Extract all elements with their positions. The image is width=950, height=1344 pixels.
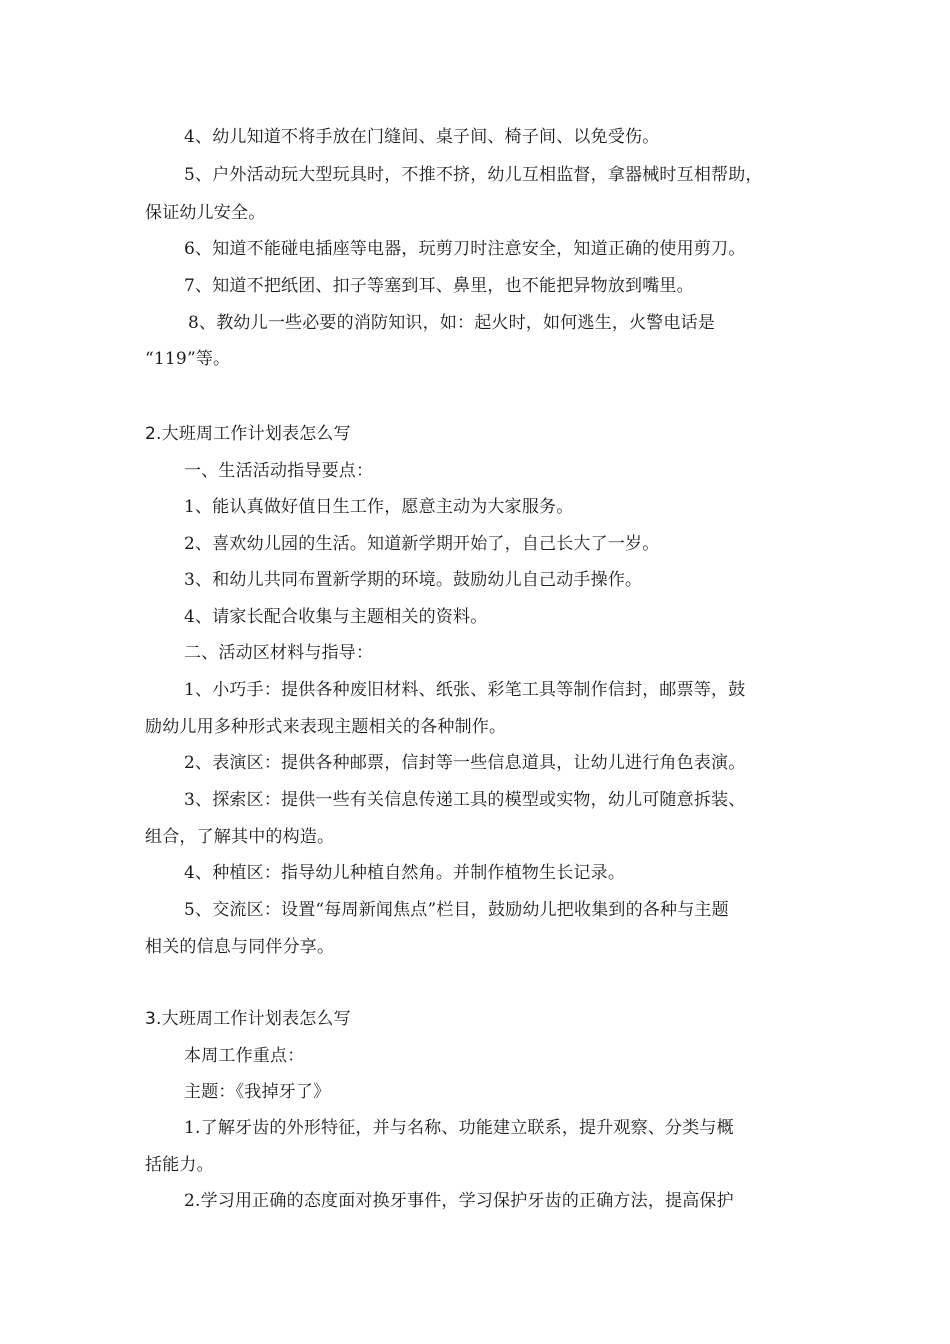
- paragraph-line: 1.了解牙齿的外形特征，并与名称、功能建立联系，提升观察、分类与概: [184, 1118, 734, 1138]
- paragraph-line: 1、能认真做好值日生工作，愿意主动为大家服务。: [184, 497, 574, 517]
- paragraph-line: “119”等。: [145, 349, 231, 369]
- paragraph-line: 励幼儿用多种形式来表现主题相关的各种制作。: [145, 717, 507, 737]
- paragraph-line: 括能力。: [145, 1155, 214, 1175]
- paragraph-line: 二、活动区材料与指导：: [184, 643, 374, 663]
- paragraph-line: 3、探索区：提供一些有关信息传递工具的模型或实物，幼儿可随意拆装、: [184, 790, 746, 810]
- section-heading: 2.大班周工作计划表怎么写: [145, 424, 351, 444]
- paragraph-line: 7、知道不把纸团、扣子等塞到耳、鼻里，也不能把异物放到嘴里。: [184, 276, 694, 296]
- paragraph-line: 主题：《我掉牙了》: [184, 1082, 331, 1102]
- section-heading: 3.大班周工作计划表怎么写: [145, 1009, 351, 1029]
- paragraph-line: 4、幼儿知道不将手放在门缝间、桌子间、椅子间、以免受伤。: [184, 127, 660, 147]
- paragraph-line: 6、知道不能碰电插座等电器，玩剪刀时注意安全，知道正确的使用剪刀。: [184, 239, 746, 259]
- paragraph-line: 5、户外活动玩大型玩具时，不推不挤，幼儿互相监督，拿器械时互相帮助，: [184, 165, 763, 185]
- paragraph-line: 3、和幼儿共同布置新学期的环境。鼓励幼儿自己动手操作。: [184, 570, 643, 590]
- paragraph-line: 5、交流区：设置“每周新闻焦点”栏目，鼓励幼儿把收集到的各种与主题: [184, 900, 729, 920]
- paragraph-line: 4、种植区：指导幼儿种植自然角。并制作植物生长记录。: [184, 863, 626, 883]
- paragraph-line: 2.学习用正确的态度面对换牙事件，学习保护牙齿的正确方法，提高保护: [184, 1191, 734, 1211]
- paragraph-line: 组合，了解其中的构造。: [145, 827, 335, 847]
- paragraph-line: 2、表演区：提供各种邮票，信封等一些信息道具，让幼儿进行角色表演。: [184, 753, 746, 773]
- paragraph-line: 4、请家长配合收集与主题相关的资料。: [184, 607, 488, 627]
- paragraph-line: 本周工作重点：: [184, 1046, 305, 1066]
- paragraph-line: 相关的信息与同伴分享。: [145, 937, 335, 957]
- paragraph-line: 保证幼儿安全。: [145, 203, 266, 223]
- paragraph-line: 2、喜欢幼儿园的生活。知道新学期开始了，自己长大了一岁。: [184, 534, 660, 554]
- paragraph-line: 一、生活活动指导要点：: [184, 461, 374, 481]
- paragraph-line: 1、小巧手：提供各种废旧材料、纸张、彩笔工具等制作信封，邮票等，鼓: [184, 680, 746, 700]
- paragraph-line: 8、教幼儿一些必要的消防知识，如：起火时，如何逃生，火警电话是: [188, 313, 716, 333]
